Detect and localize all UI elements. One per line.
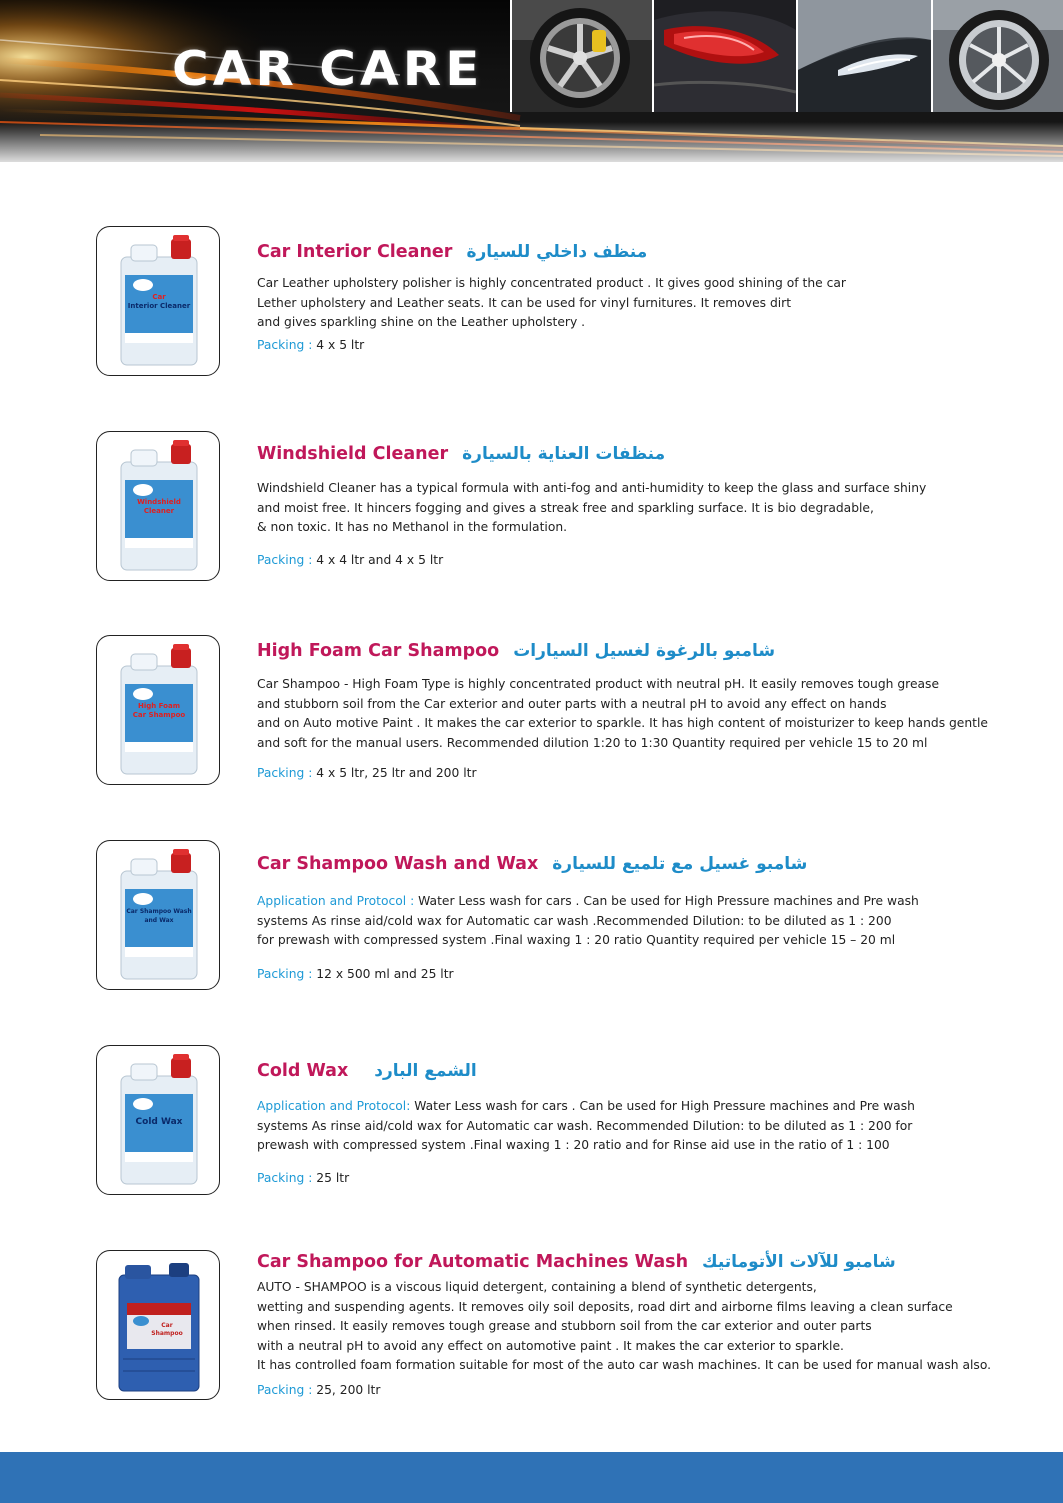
description-line: AUTO - SHAMPOO is a viscous liquid detergent, containing a blend of synthetic detergents, <box>257 1280 817 1294</box>
label-line-2: Shampoo <box>151 1330 183 1337</box>
description-line: systems As rinse aid/cold wax for Automatic car wash .Recommended Dilution: to be diluted as 1 : 200 <box>257 913 892 928</box>
product-packing <box>257 766 477 780</box>
product-title <box>257 242 647 262</box>
product-packing <box>257 338 364 352</box>
description-line: for prewash with compressed system .Final waxing 1 : 20 ratio Quantity required per vehicle 15 – 20 ml <box>257 933 896 948</box>
description-line: and stubborn soil from the Car exterior and outer parts with a neutral pH to avoid any effect on hands <box>257 696 887 711</box>
product-image-frame <box>96 431 220 581</box>
description-line: with a neutral pH to avoid any effect on automotive paint . It makes the car exterior to sparkle. <box>257 1338 844 1353</box>
packing-value: 25, 200 ltr <box>316 1383 381 1397</box>
description-line: and soft for the manual users. Recommended dilution 1:20 to 1:30 Quantity required per vehicle 15 to 20 ml <box>257 735 928 750</box>
product-title <box>257 854 807 874</box>
product-title-text: Car Shampoo Wash and Wax <box>257 854 539 874</box>
jerrycan-image <box>113 849 205 983</box>
packing-value: 4 x 5 ltr <box>316 338 365 352</box>
product-title <box>257 444 665 464</box>
page-title: CAR CARE <box>172 41 484 97</box>
packing-label: Packing : <box>257 766 313 780</box>
product-description <box>257 675 988 753</box>
label-line-1: Car <box>161 1322 173 1329</box>
product-title-text: Car Shampoo for Automatic Machines Wash <box>257 1252 689 1272</box>
product-title-arabic: شامبو للآلات الأتوماتيك <box>702 1252 896 1272</box>
product-image-frame <box>96 1045 220 1195</box>
description-line: when rinsed. It easily removes tough grease and stubborn soil from the car exterior and outer parts <box>257 1319 872 1334</box>
label-line-1: Windshield <box>137 498 181 506</box>
label-line-1: Car <box>152 293 166 301</box>
jerrycan-image <box>113 1054 205 1188</box>
packing-value: 12 x 500 ml and 25 ltr <box>316 967 454 981</box>
alloy-wheel-photo <box>931 0 1063 112</box>
product-title <box>257 1061 477 1081</box>
product-description <box>257 1278 991 1376</box>
description-line: and on Auto motive Paint . It makes the car exterior to sparkle. It has high content of moisturizer to keep hands gentle <box>257 716 988 731</box>
packing-label: Packing : <box>257 553 313 567</box>
product-title-text: Car Interior Cleaner <box>257 242 453 262</box>
product-description <box>257 1097 915 1156</box>
footer-bar <box>0 1452 1063 1503</box>
label-line-2: Cleaner <box>143 507 175 515</box>
description-line: Lether upholstery and Leather seats. It can be used for vinyl furnitures. It removes dirt <box>257 295 792 310</box>
product-image-frame <box>96 1250 220 1400</box>
jerrycan-image <box>113 235 205 369</box>
packing-label: Packing : <box>257 967 313 981</box>
description-line: and moist free. It hincers fogging and gives a streak free and sparkling surface. It is bio degradable, <box>257 500 874 515</box>
packing-value: 4 x 5 ltr, 25 ltr and 200 ltr <box>316 766 477 780</box>
headlight-photo <box>796 0 931 112</box>
label-line-1: Car Shampoo Wash <box>126 908 192 915</box>
product-title-text: Windshield Cleaner <box>257 444 449 464</box>
blue-drum-image <box>113 1259 205 1393</box>
description-lead: Application and Protocol: <box>257 1099 411 1113</box>
packing-label: Packing : <box>257 1171 313 1185</box>
product-packing <box>257 1171 349 1185</box>
product-description <box>257 274 846 333</box>
product-title-arabic: شامبو بالرغوة لغسيل السيارات <box>513 641 776 661</box>
product-packing <box>257 553 443 567</box>
description-text: Water Less wash for cars . Can be used for High Pressure machines and Pre wash <box>410 1099 915 1113</box>
product-packing <box>257 967 454 981</box>
wheel-brake-photo <box>510 0 652 112</box>
packing-label: Packing : <box>257 338 313 352</box>
description-line: Windshield Cleaner has a typical formula with anti-fog and anti-humidity to keep the glass and surface shiny <box>257 481 927 495</box>
description-line: It has controlled foam formation suitable for most of the auto car wash machines. It can be used for manual wash also. <box>257 1358 992 1373</box>
jerrycan-image <box>113 440 205 574</box>
packing-value: 25 ltr <box>316 1171 350 1185</box>
tail-light-photo <box>652 0 796 112</box>
label-line-2: and Wax <box>144 917 174 924</box>
label-line-1: Cold Wax <box>135 1117 183 1127</box>
description-line: and gives sparkling shine on the Leather upholstery . <box>257 315 586 330</box>
packing-label: Packing : <box>257 1383 313 1397</box>
product-image-frame <box>96 840 220 990</box>
jerrycan-image <box>113 644 205 778</box>
description-line: systems As rinse aid/cold wax for Automatic car wash. Recommended Dilution: to be diluted as 1 : 200 for <box>257 1118 913 1133</box>
banner-fade <box>0 122 1063 162</box>
description-line: prewash with compressed system .Final waxing 1 : 20 ratio and for Rinse aid use in the ratio of 1 : 100 <box>257 1138 890 1153</box>
packing-value: 4 x 4 ltr and 4 x 5 ltr <box>316 553 444 567</box>
description-line: & non toxic. It has no Methanol in the formulation. <box>257 520 568 535</box>
product-title-arabic: منظفات العناية بالسيارة <box>462 444 666 464</box>
description-lead: Application and Protocol : <box>257 894 415 908</box>
product-title-text: High Foam Car Shampoo <box>257 641 500 661</box>
description-line <box>257 1097 915 1117</box>
header-banner <box>0 0 1063 162</box>
product-title-arabic: شامبو غسيل مع تلميع للسيارة <box>552 854 808 874</box>
product-image-frame <box>96 635 220 785</box>
product-title-arabic: منظف داخلي للسيارة <box>466 242 648 262</box>
product-title <box>257 641 775 661</box>
description-line: Car Leather upholstery polisher is highly concentrated product . It gives good shining of the car <box>257 276 846 290</box>
product-image-frame <box>96 226 220 376</box>
product-packing <box>257 1383 380 1397</box>
product-description <box>257 479 926 538</box>
label-line-2: Interior Cleaner <box>127 302 191 310</box>
description-text: Water Less wash for cars . Can be used for High Pressure machines and Pre wash <box>414 894 919 908</box>
label-line-2: Car Shampoo <box>132 711 186 719</box>
product-title <box>257 1252 896 1272</box>
product-description <box>257 892 919 951</box>
description-line: Car Shampoo - High Foam Type is highly concentrated product with neutral pH. It easily removes tough grease <box>257 677 940 691</box>
label-line-1: High Foam <box>137 702 181 710</box>
product-title-text: Cold Wax <box>257 1061 349 1081</box>
product-title-arabic: الشمع البارد <box>374 1061 477 1081</box>
description-line: wetting and suspending agents. It removes oily soil deposits, road dirt and airborne films leaving a clean surface <box>257 1299 953 1314</box>
description-line <box>257 892 919 912</box>
